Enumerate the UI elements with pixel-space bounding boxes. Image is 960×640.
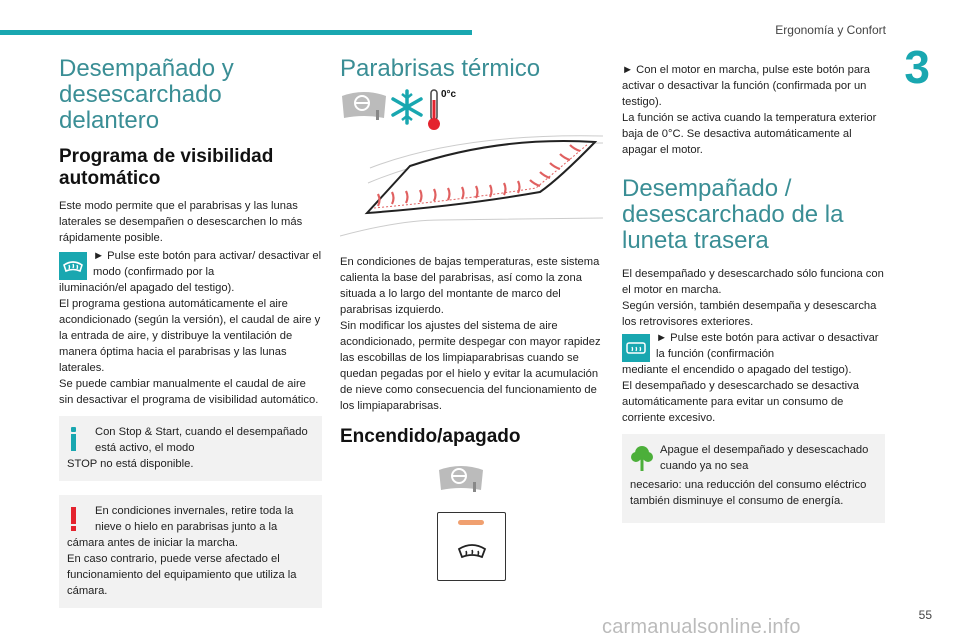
column-3 [622,62,885,523]
warning-text: En condiciones invernales, retire toda la nieve o hielo en parabrisas junto a la [95,505,294,533]
paragraph: En condiciones de bajas temperaturas, este sistema calienta la base del parabrisas, así como la zona situada a lo largo del montante de marco del parabrisas izquierdo. [340,256,600,316]
temperature-label: 0°c [441,89,457,100]
info-text: Con Stop & Start, cuando el desempañado está activo, el modo [95,426,308,454]
heated-windscreen-button[interactable] [437,512,506,581]
info-note [59,416,322,481]
paragraph: El programa gestiona automáticamente el aire acondicionado (según la versión), el caudal de aire y la entrada de aire, y distribuye la ventilación de manera óptima hacia el parabrisas y las lunas laterales. [59,298,321,374]
button-instruction [622,330,885,362]
heading-visibility-program: Programa de visibilidad automático [59,146,274,189]
paragraph: mediante el encendido o apagado del testigo). [622,364,852,376]
rear-window-demist-icon [622,334,650,362]
warning-text: cámara antes de iniciar la marcha. [67,537,238,549]
paragraph: ► Pulse este botón para activar o desactivar la función (confirmación [656,332,879,360]
steering-wheel-windscreen-icon [437,464,485,503]
page-number: 55 [918,608,932,622]
snowflake-icon [388,88,426,131]
eco-text: necesario: una reducción del consumo eléctrico también disminuye el consumo de energía. [630,479,867,507]
paragraph: iluminación/el apagado del testigo). [59,282,235,294]
column-1 [59,56,322,608]
paragraph: El desempañado y desescarchado sólo funciona con el motor en marcha. [622,268,884,296]
eco-note [622,434,885,523]
info-icon [67,424,79,456]
paragraph: Sin modificar los ajustes del sistema de aire acondicionado, permite despegar con mayor rapidez las escobillas de los limpiaparabrisas cuando se quedan pegadas por el hielo y evitar la acumulación de nieve como consecuencia del funcionamiento de los limpiaparabrisas. [340,320,601,412]
info-text: STOP no está disponible. [67,458,194,470]
indicator-light [458,520,484,525]
eco-tree-icon [630,442,654,477]
heated-windscreen-icon [457,539,487,568]
button-instruction [59,248,322,280]
heated-windscreen-illustration [340,88,603,238]
warning-text: En caso contrario, puede verse afectado el funcionamiento del equipamiento que utiliza la cámara. [67,553,297,597]
header-accent-bar [0,30,472,35]
watermark: carmanualsonline.info [602,616,801,638]
paragraph: Este modo permite que el parabrisas y las lunas laterales se desempañen o desescarchen lo más rápidamente posible. [59,200,303,244]
paragraph: ► Pulse este botón para activar/ desactivar el modo (confirmado por la [93,250,322,278]
heading-rear-demisting: Desempañado / desescarchado de la luneta trasera [622,175,844,254]
heading-heated-windscreen: Parabrisas térmico [340,55,541,82]
warning-note [59,495,322,608]
steering-wheel-windscreen-icon [340,90,388,131]
paragraph: La función se activa cuando la temperatura exterior baja de 0°C. Se desactiva automáticamente al apagar el motor. [622,112,877,156]
paragraph: Según versión, también desempaña y desescarcha los retrovisores exteriores. [622,300,877,328]
paragraph: El desempañado y desescarchado se desactiva automáticamente para evitar un consumo de corriente excesivo. [622,380,859,424]
thermometer-icon [426,88,442,137]
column-2 [340,56,603,596]
on-off-illustration [340,456,603,596]
warning-icon [67,503,79,535]
paragraph: ► Con el motor en marcha, pulse este botón para activar o desactivar la función (confirmada por un testigo). [622,64,871,108]
eco-text: Apague el desempañado y desescachado cuando ya no sea [660,444,869,472]
heading-front-demisting: Desempañado y desescarchado delantero [59,55,234,134]
windscreen-demist-icon [59,252,87,280]
section-title: Ergonomía y Confort [775,23,886,37]
heading-on-off: Encendido/apagado [340,426,521,447]
paragraph: Se puede cambiar manualmente el caudal de aire sin desactivar el programa de visibilidad automático. [59,378,319,406]
chapter-number: 3 [904,41,930,93]
